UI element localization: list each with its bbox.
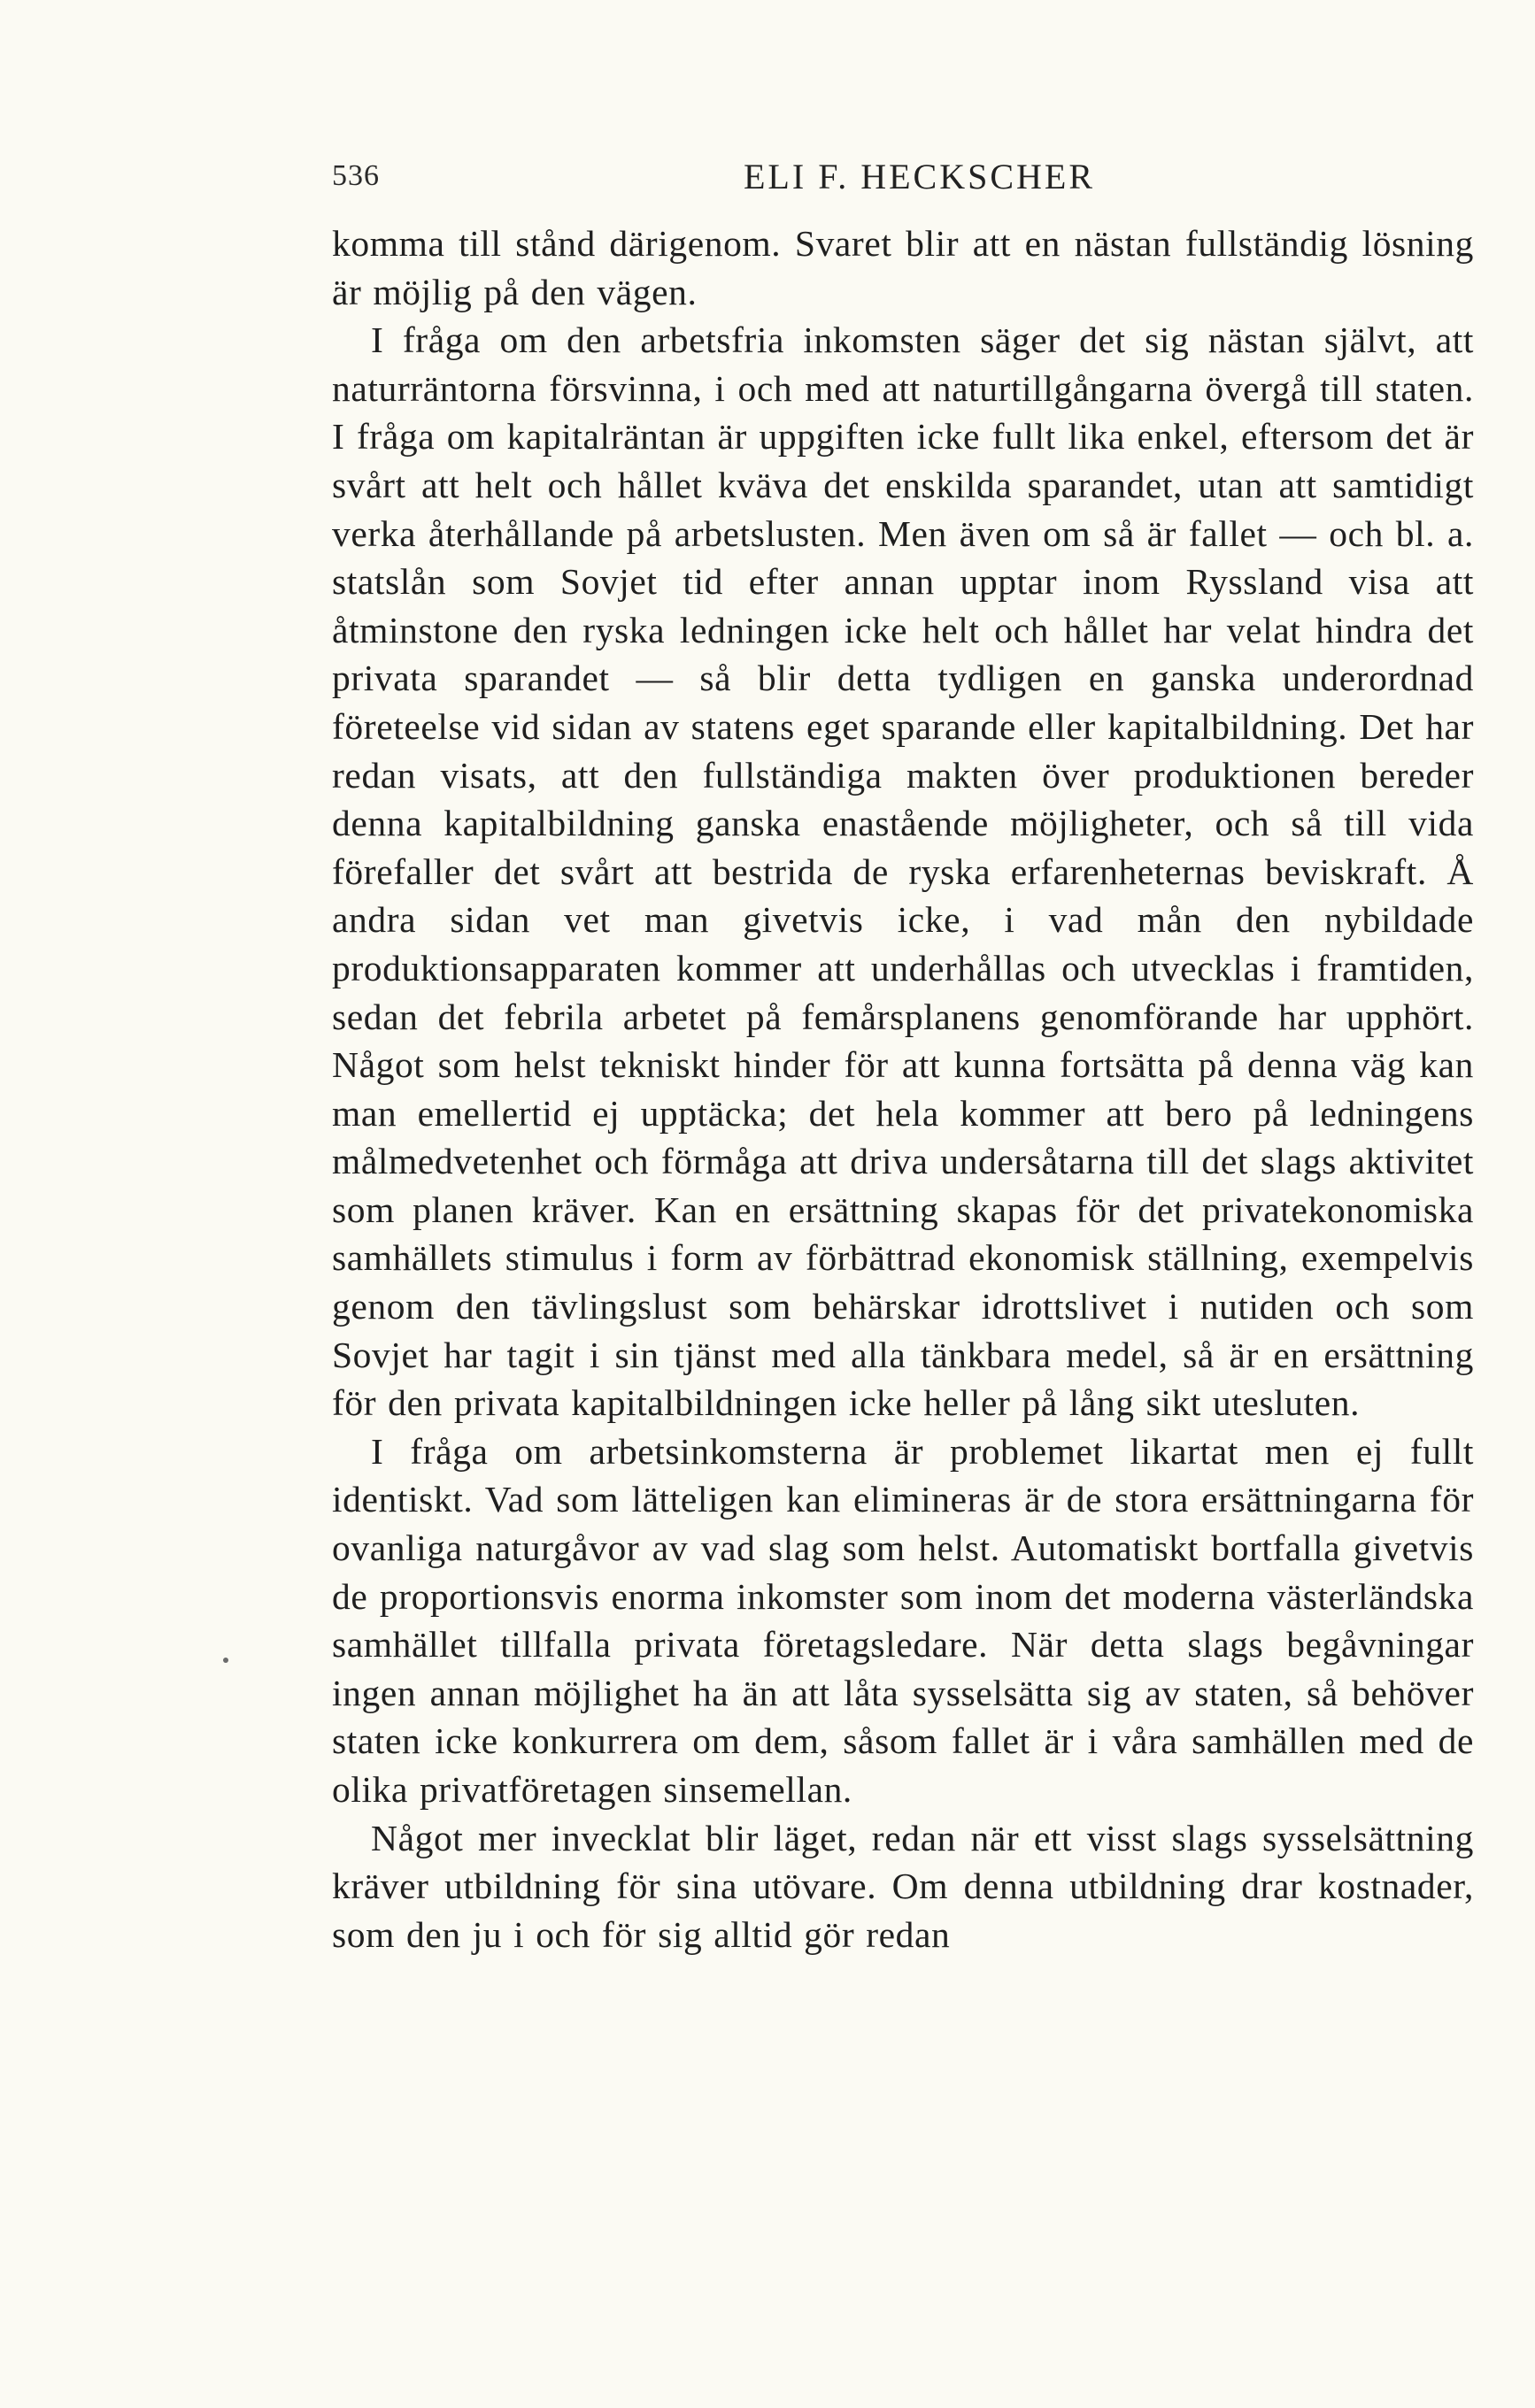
paragraph-continuation: komma till stånd därigenom. Svaret blir att en nästan fullständig lösning är möjlig på den vägen. [332,223,1474,312]
paragraph-labour-income: I fråga om arbetsinkomsterna är problemet likartat men ej fullt identiskt. Vad som lätteligen kan elimineras är de stora ersättningarna för ovanliga naturgåvor av vad slag som helst. Automatiskt bortfalla givetvis de proportionsvis enorma inkomster som inom det moderna västerländska samhället tillfalla privata företagsledare. När detta slags begåvningar ingen annan möjlighet ha än att låta sysselsätta sig av staten, så behöver staten icke konkurrera om dem, såsom fallet är i våra samhällen med de olika privatföretagen sinsemellan. [332,1430,1474,1810]
paragraph-capital-income: I fråga om den arbetsfria inkomsten säger det sig nästan självt, att naturräntorna försvinna, i och med att naturtillgångarna övergå till staten. I fråga om kapitalräntan är uppgiften icke fullt lika enkel, eftersom det är svårt att helt och hållet kväva det enskilda sparandet, utan att samtidigt verka återhållande på arbetslusten. Men även om så är fallet — och bl. a. statslån som Sovjet tid efter annan upptar inom Ryssland visa att åtminstone den ryska ledningen icke helt och hållet har velat hindra det privata sparandet — så blir detta tydligen en ganska underordnad företeelse vid sidan av statens eget sparande eller kapitalbildning. Det har redan visats, att den fullständiga makten över produktionen bereder denna kapitalbildning ganska enastående möjligheter, och så till vida förefaller det svårt att bestrida de ryska erfarenheternas beviskraft. Å andra sidan vet man givetvis icke, i vad mån den nybildade produktionsapparaten kommer att underhållas och utvecklas i framtiden, sedan det febrila arbetet på femårsplanens genomförande har upphört. Något som helst tekniskt hinder för att kunna fortsätta på denna väg kan man emellertid ej upptäcka; det hela kommer att bero på ledningens målmedvetenhet och förmåga att driva undersåtarna till det slags aktivitet som planen kräver. Kan en ersättning skapas för det privatekonomiska samhällets stimulus i form av förbättrad ekonomisk ställning, exempelvis genom den tävlingslust som behärskar idrottslivet i nutiden och som Sovjet har tagit i sin tjänst med alla tänkbara medel, så är en ersättning för den privata kapitalbildningen icke heller på lång sikt utesluten. [332,319,1474,1424]
page-number: 536 [332,159,380,192]
paper-speck [223,1658,228,1663]
running-head [332,159,1474,212]
running-head-author: ELI F. HECKSCHER [744,157,1096,196]
body-text [332,219,1474,1958]
paragraph-training: Något mer invecklat blir läget, redan när ett visst slags sysselsättning kräver utbildning för sina utövare. Om denna utbildning drar kostnader, som den ju i och för sig alltid gör redan [332,1817,1474,1955]
